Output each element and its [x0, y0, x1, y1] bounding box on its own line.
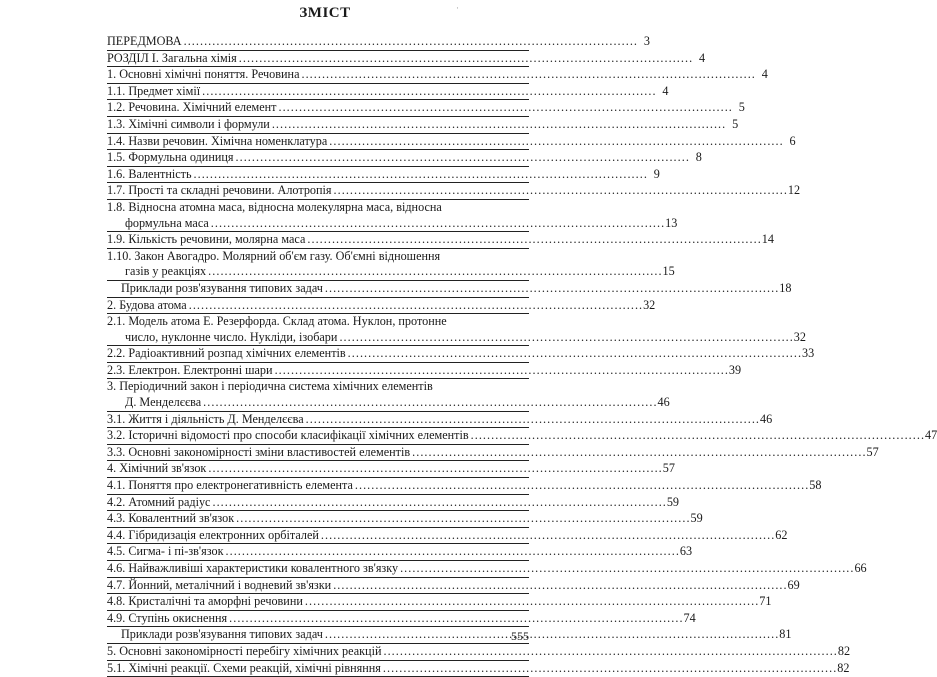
toc-entry[interactable]	[107, 297, 656, 315]
toc-entry-title: Приклади розв'язування типових задач	[121, 280, 323, 295]
toc-entry-page: 8	[695, 150, 702, 165]
toc-entry-title: 1.6. Валентність	[107, 166, 192, 181]
toc-entry[interactable]	[107, 83, 669, 101]
toc-entry-title: 1. Основні хімічні поняття. Речовина	[107, 67, 300, 82]
toc-entry[interactable]	[107, 379, 670, 411]
toc-entry-page: 18	[779, 280, 792, 295]
toc-entry[interactable]	[107, 428, 937, 445]
toc-entry[interactable]	[107, 133, 796, 151]
toc-entry[interactable]	[107, 627, 792, 644]
toc-entry-title: 3.2. Історичні відомості про способи класифікації хімічних елементів	[107, 428, 469, 443]
dot-leader	[184, 34, 636, 50]
toc-entry[interactable]	[107, 199, 678, 232]
dot-leader	[229, 611, 681, 627]
toc-entry-title: 3.1. Життя і діяльність Д. Менделєєва	[107, 411, 304, 426]
toc-entry-page: 47	[924, 428, 937, 443]
toc-entry[interactable]	[107, 183, 801, 200]
toc-entry-title: формульна маса	[125, 215, 209, 230]
toc-entry-title: 1.7. Прості та складні речовини. Алотропія	[107, 183, 332, 198]
toc-entry-title: 5. Основні закономірності перебігу хімічних реакцій	[107, 643, 382, 658]
toc-entry-title: 4.5. Сигма- і пі-зв'язок	[107, 544, 224, 559]
page-number: 555	[511, 629, 529, 643]
toc-entry-title: 2.3. Електрон. Електронні шари	[107, 362, 273, 377]
dot-leader	[301, 67, 753, 83]
dot-leader	[189, 298, 641, 314]
toc-entry-title: 4. Хімічний зв'язок	[107, 461, 207, 476]
dot-leader	[383, 661, 835, 677]
toc-entry-page: 32	[643, 297, 656, 312]
dot-leader	[321, 528, 773, 544]
toc-entry-title: Приклади розв'язування типових задач	[121, 627, 323, 642]
toc-entry[interactable]	[107, 248, 675, 281]
toc-entry-page: 3	[643, 34, 650, 48]
dot-leader	[226, 544, 678, 560]
toc-entry[interactable]	[107, 411, 773, 429]
dot-leader	[306, 412, 758, 428]
toc-entry-title: число, нуклонне число. Нукліди, ізобари	[125, 329, 338, 344]
dot-leader	[212, 495, 664, 511]
toc-entry-title-line: 3. Періодичний закон і періодична система хімічних елементів	[107, 379, 433, 394]
toc-entry-title: Д. Менделєєва	[125, 395, 202, 410]
dot-leader	[348, 346, 800, 362]
toc-entry-title: 4.9. Ступінь окиснення	[107, 610, 228, 625]
toc-entry-page: 5	[732, 116, 739, 131]
toc-entry-title: 4.1. Поняття про електронегативність елемента	[107, 478, 353, 493]
toc-entry-page: 71	[759, 594, 772, 609]
toc-entry-title: 4.6. Найважливіші характеристики ковалентного зв'язку	[107, 561, 399, 575]
dot-leader	[412, 445, 864, 461]
toc-entry-page: 33	[802, 346, 815, 361]
toc-entry-page: 9	[653, 166, 660, 181]
toc-entry-title: 2. Будова атома	[107, 297, 187, 312]
toc-entry-title-line: 2.1. Модель атома Е. Резерфорда. Склад атома. Нуклон, протонне	[107, 314, 447, 329]
toc-entry-title: 2.2. Радіоактивний розпад хімічних елементів	[107, 346, 346, 361]
toc-entry[interactable]	[107, 577, 800, 595]
toc-entry[interactable]	[107, 527, 788, 545]
dot-leader	[325, 627, 777, 643]
toc-entry-title: 1.3. Хімічні символи і формули	[107, 116, 270, 131]
toc-entry-page: 82	[837, 643, 851, 658]
dot-leader	[211, 216, 663, 232]
toc-entry-title: РОЗДІЛ І. Загальна хімія	[107, 50, 237, 65]
toc-entry-page: 69	[787, 577, 800, 592]
toc-entry-title: 1.2. Речовина. Хімічний елемент	[107, 100, 277, 115]
toc-entry-page: 12	[787, 183, 801, 198]
dot-leader	[471, 428, 923, 444]
toc-entry[interactable]	[107, 150, 702, 167]
toc-entry-title: 4.8. Кристалічні та аморфні речовини	[107, 594, 303, 609]
toc-entry[interactable]	[107, 444, 879, 462]
dot-leader	[383, 644, 835, 660]
toc-entry-title-line: 1.10. Закон Авогадро. Молярний об'єм газу. Об'ємні відношення	[107, 248, 441, 263]
toc-entry-title: 4.7. Йонний, металічний і водневий зв'язки	[107, 577, 332, 592]
dot-leader	[333, 578, 785, 594]
toc-entry[interactable]	[107, 100, 745, 117]
dot-leader	[334, 183, 786, 199]
toc-entry[interactable]	[107, 478, 822, 495]
dot-leader	[236, 150, 688, 166]
toc-entry-title: 4.2. Атомний радіус	[107, 494, 211, 509]
toc-entry[interactable]	[107, 280, 792, 298]
dot-leader	[355, 478, 807, 494]
toc-entry-page: 46	[759, 411, 773, 426]
toc-entry-page: 62	[775, 527, 788, 542]
toc-entry-page: 4	[761, 67, 768, 82]
toc-entry[interactable]	[107, 166, 660, 184]
toc-entry[interactable]	[107, 660, 850, 677]
toc-entry-page: 46	[657, 395, 670, 410]
toc-entry-page: 59	[690, 511, 703, 526]
toc-entry-page: 57	[866, 444, 879, 459]
toc-entry-page: 58	[809, 478, 822, 493]
toc-entry-page: 6	[789, 133, 796, 148]
toc-entry[interactable]	[107, 544, 693, 561]
dot-leader	[339, 330, 791, 346]
toc-entry-page: 13	[665, 215, 678, 230]
dot-leader	[307, 232, 759, 248]
toc-entry-page: 66	[854, 561, 867, 575]
toc-entry-title-line: 1.8. Відносна атомна маса, відносна молекулярна маса, відносна	[107, 199, 442, 214]
dot-leader	[236, 511, 688, 527]
toc-entry-title: 4.3. Ковалентний зв'язок	[107, 511, 235, 526]
toc-entry-page: 4	[662, 83, 669, 98]
toc-entry-title: 1.5. Формульна одиниця	[107, 150, 234, 165]
toc-entry-page: 14	[761, 232, 774, 247]
toc-entry-page: 4	[699, 50, 706, 65]
dot-leader	[194, 167, 646, 183]
toc-entry[interactable]	[107, 610, 696, 628]
page-title: ЗМІСТ	[299, 5, 351, 21]
dot-leader	[239, 51, 691, 67]
toc-entry[interactable]	[107, 643, 851, 661]
toc-entry-page: 57	[662, 461, 675, 476]
toc-entry[interactable]	[107, 34, 650, 51]
dot-leader	[325, 281, 777, 297]
toc-entry-title: ПЕРЕДМОВА	[107, 34, 182, 48]
toc-entry-page: 82	[837, 660, 850, 675]
toc-entry[interactable]	[107, 561, 867, 578]
toc-entry-title: 1.4. Назви речовин. Хімічна номенклатура	[107, 133, 328, 148]
toc-entry[interactable]	[107, 594, 772, 611]
toc-entry[interactable]	[107, 461, 675, 478]
dot-leader	[400, 561, 852, 577]
toc-entry[interactable]	[107, 511, 703, 528]
dot-leader	[202, 84, 654, 100]
toc-entry-title: 5.1. Хімічні реакції. Схеми реакцій, хімічні рівняння	[107, 660, 381, 675]
toc-entry[interactable]	[107, 232, 774, 249]
dot-leader	[208, 461, 660, 477]
toc-entry-title: 4.4. Гібридизація електронних орбіталей	[107, 527, 319, 542]
toc-entry-page: 32	[793, 329, 806, 344]
toc-entry-page: 74	[683, 610, 696, 625]
dot-leader	[208, 264, 660, 280]
toc-entry-title: газів у реакціях	[125, 264, 207, 279]
dot-leader	[278, 100, 730, 116]
toc-entry[interactable]	[107, 67, 768, 84]
dot-leader	[329, 134, 781, 150]
toc-entry[interactable]	[107, 362, 742, 380]
toc-entry-title: 1.9. Кількість речовини, молярна маса	[107, 232, 306, 247]
dot-leader	[272, 117, 724, 133]
toc-entry[interactable]	[107, 314, 806, 346]
dot-leader	[275, 363, 727, 379]
toc-entry-title: 3.3. Основні закономірності зміни властивостей елементів	[107, 444, 411, 459]
toc-entry-page: 59	[666, 494, 680, 509]
toc-entry-page: 15	[662, 264, 675, 279]
table-of-contents	[107, 34, 937, 677]
toc-entry-title: 1.1. Предмет хімії	[107, 83, 201, 98]
dot-leader	[305, 594, 757, 610]
toc-entry[interactable]	[107, 116, 739, 134]
toc-entry-page: 63	[679, 544, 693, 559]
toc-entry[interactable]	[107, 346, 815, 363]
dot-leader	[203, 395, 655, 411]
toc-entry-page: 5	[738, 100, 745, 115]
scan-mark: ·	[456, 3, 459, 13]
toc-entry-page: 39	[728, 362, 742, 377]
toc-entry[interactable]	[107, 50, 706, 68]
toc-entry[interactable]	[107, 494, 680, 512]
toc-entry-page: 81	[779, 627, 792, 642]
